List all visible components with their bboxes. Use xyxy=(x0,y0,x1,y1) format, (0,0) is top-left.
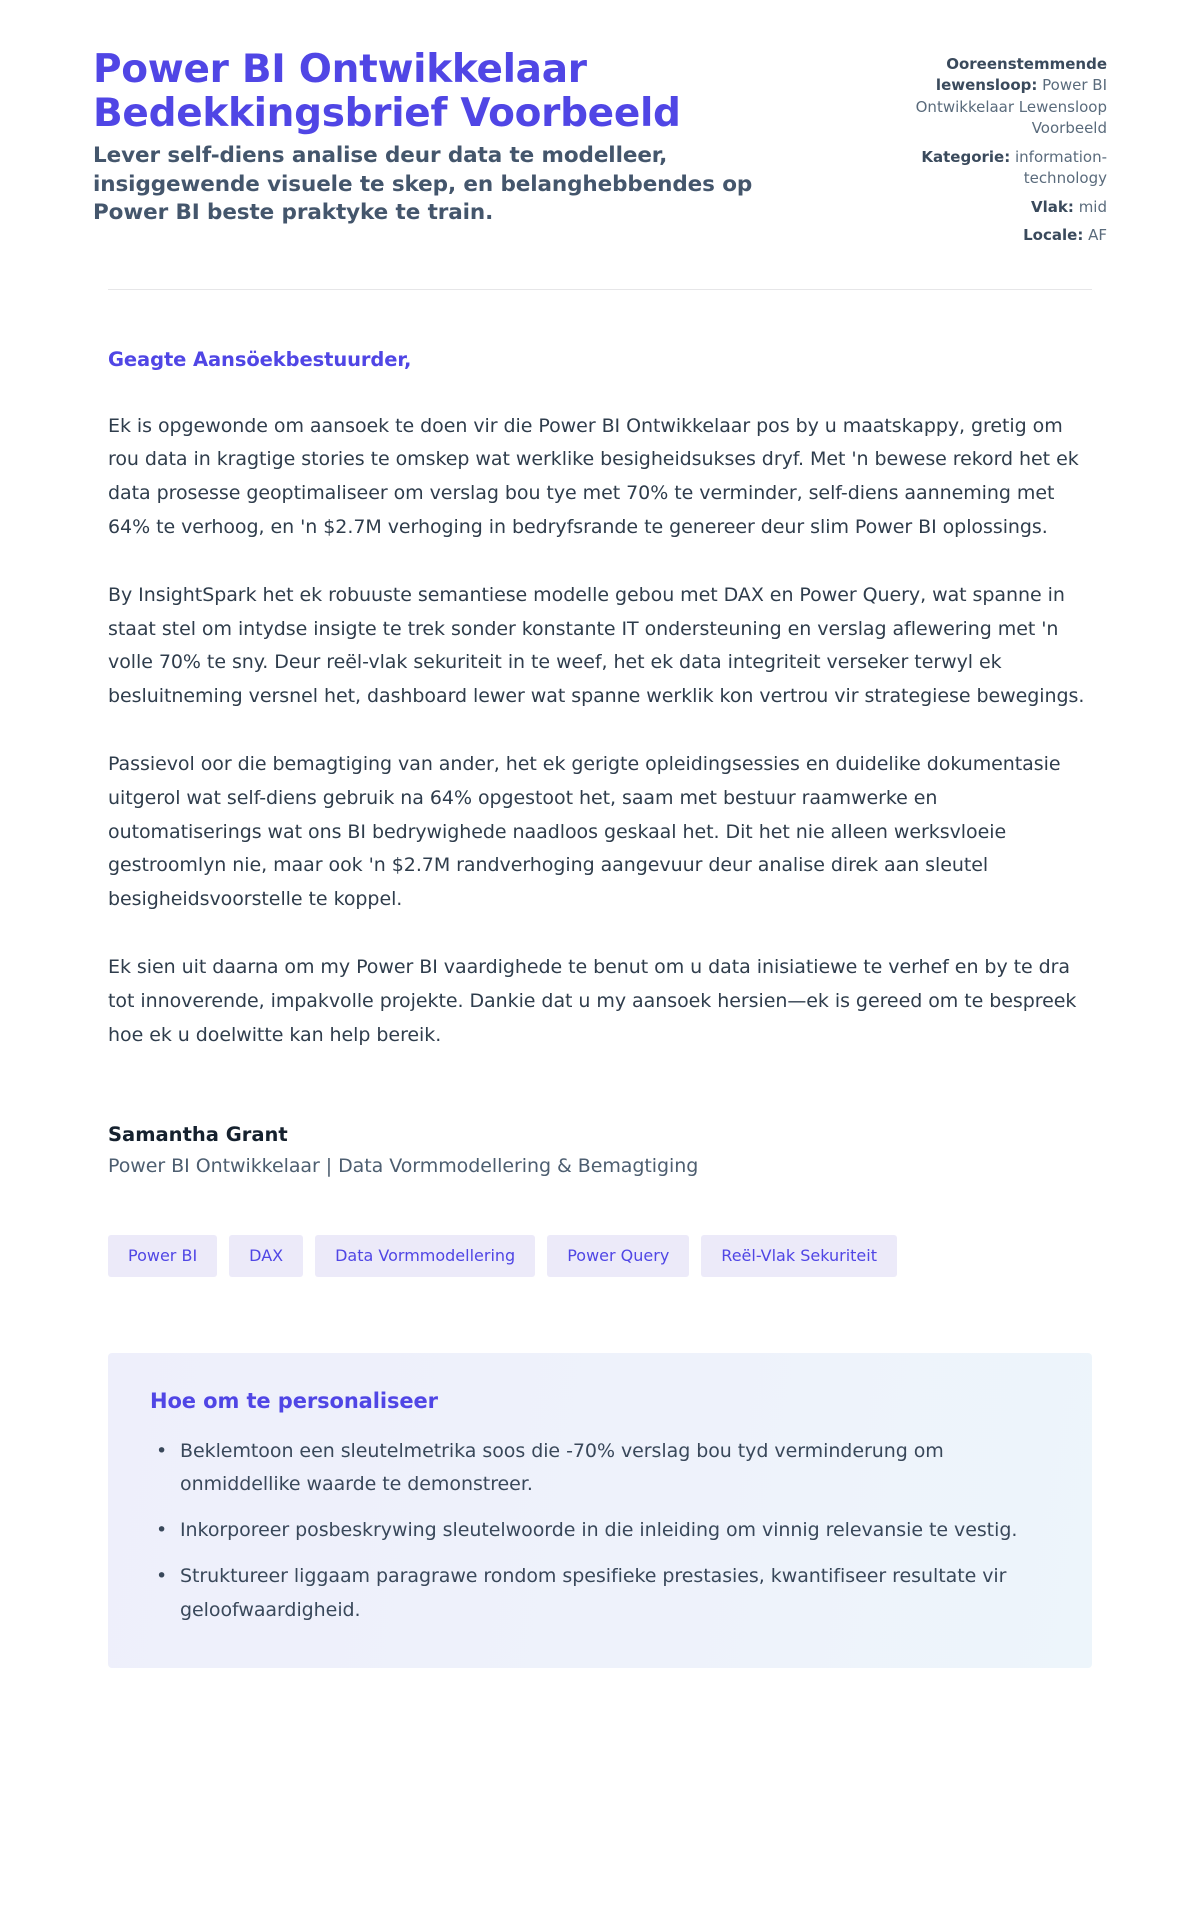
metadata-value-locale: AF xyxy=(1088,226,1107,245)
header-title-block xyxy=(93,48,793,228)
tag-power-query[interactable]: Power Query xyxy=(547,1235,689,1277)
tips-panel-title: Hoe om te personaliseer xyxy=(150,1388,438,1413)
tag-list xyxy=(93,1235,1107,1277)
metadata-value-category: information-technology xyxy=(1015,147,1107,188)
tips-list-item-2 xyxy=(150,1514,1050,1548)
letter-paragraph-3: Passievol oor die bemagtiging van ander, het ek gerigte opleidingsessies en duidelike dokumentasie uitgerol wat self-diens gebruik na 64% opgestoot het, saam met bestuur raamwerke en outomatiserings wat ons BI bedrywighede naadloos geskaal het. Dit het nie alleen werksvloeie gestroomlyn nie, maar ook 'n $2.7M randverhoging aangevuur deur analise direk aan sleutel besigheidsvoorstelle te koppel. xyxy=(108,753,1061,911)
tag-power-bi[interactable]: Power BI xyxy=(108,1235,217,1277)
document-metadata xyxy=(892,48,1107,247)
metadata-value-level: mid xyxy=(1078,197,1107,216)
personalization-tips-panel xyxy=(108,1353,1092,1668)
bullet-icon: • xyxy=(156,1519,168,1542)
metadata-label-locale: Locale: xyxy=(1023,226,1084,245)
bullet-icon: • xyxy=(156,1564,168,1587)
tips-list-item-3 xyxy=(150,1560,1050,1628)
tips-list-item-text: Inkorporeer posbeskrywing sleutelwoorde in die inleiding om vinnig relevansie te vestig. xyxy=(180,1519,1018,1542)
signature-role: Power BI Ontwikkelaar | Data Vormmodellering & Bemagtiging xyxy=(108,1154,699,1177)
header-divider xyxy=(108,289,1092,290)
metadata-row-category xyxy=(892,147,1107,190)
tag-dax[interactable]: DAX xyxy=(229,1235,303,1277)
tips-list-item-text: Beklemtoon een sleutelmetrika soos die -70% verslag bou tyd verminderung om onmiddellike waarde te demonstreer. xyxy=(180,1439,944,1496)
bullet-icon: • xyxy=(156,1439,168,1462)
metadata-value-matching-resume: Power BI Ontwikkelaar Lewensloop Voorbeeld xyxy=(915,76,1107,138)
metadata-label-matching-resume: Ooreenstemmende lewensloop: xyxy=(935,55,1107,95)
page-title: Power BI Ontwikkelaar Bedekkingsbrief Voorbeeld xyxy=(93,47,681,137)
tips-list-item-text: Struktureer liggaam paragrawe rondom spesifieke prestasies, kwantifiseer resultate vir geloofwaardigheid. xyxy=(180,1564,1007,1621)
metadata-label-level: Vlak: xyxy=(1031,197,1074,216)
metadata-row-level xyxy=(892,197,1107,218)
letter-body xyxy=(93,348,1107,1053)
letter-paragraph-2: By InsightSpark het ek robuuste semantiese modelle gebou met DAX en Power Query, wat spanne in staat stel om intydse insigte te trek sonder konstante IT ondersteuning en verslag aflewering met 'n volle 70% te sny. Deur reël-vlak sekuriteit in te weef, het ek data integriteit verseker terwyl ek besluitneming versnel het, dashboard lewer wat spanne werklik kon vertrou vir strategiese bewegings. xyxy=(108,583,1085,708)
document-header xyxy=(93,0,1107,247)
tag-data-vormmodellering[interactable]: Data Vormmodellering xyxy=(315,1235,535,1277)
letter-paragraph-1: Ek is opgewonde om aansoek te doen vir die Power BI Ontwikkelaar pos by u maatskappy, gretig om rou data in kragtige stories te omskep wat werklike besigheidsukses dryf. Met 'n bewese rekord het ek data prosesse geoptimaliseer om verslag bou tye met 70% te verminder, self-diens aanneming met 64% te verhoog, en 'n $2.7M verhoging in bedryfsrande te genereer deur slim Power BI oplossings. xyxy=(108,414,1079,538)
metadata-row-locale xyxy=(892,225,1107,246)
metadata-row-matching-resume xyxy=(892,54,1107,140)
tips-list-item-1 xyxy=(150,1435,1050,1503)
tips-list xyxy=(150,1435,1050,1628)
letter-paragraph-4: Ek sien uit daarna om my Power BI vaardighede te benut om u data inisiatiewe te verhef en by te dra tot innoverende, impakvolle projekte. Dankie dat u my aansoek hersien—ek is gereed om te bespreek hoe ek u doelwitte kan help bereik. xyxy=(108,956,1077,1046)
signature-block xyxy=(93,1123,1107,1177)
signature-name: Samantha Grant xyxy=(108,1122,288,1146)
letter-salutation: Geagte Aansöekbestuurder, xyxy=(108,347,412,371)
page-subtitle: Lever self-diens analise deur data te modelleer, insiggewende visuele te skep, en belanghebbendes op Power BI beste praktyke te train. xyxy=(93,143,753,226)
metadata-label-category: Kategorie: xyxy=(921,147,1011,166)
tag-reel-vlak-sekuriteit[interactable]: Reël-Vlak Sekuriteit xyxy=(701,1235,897,1277)
